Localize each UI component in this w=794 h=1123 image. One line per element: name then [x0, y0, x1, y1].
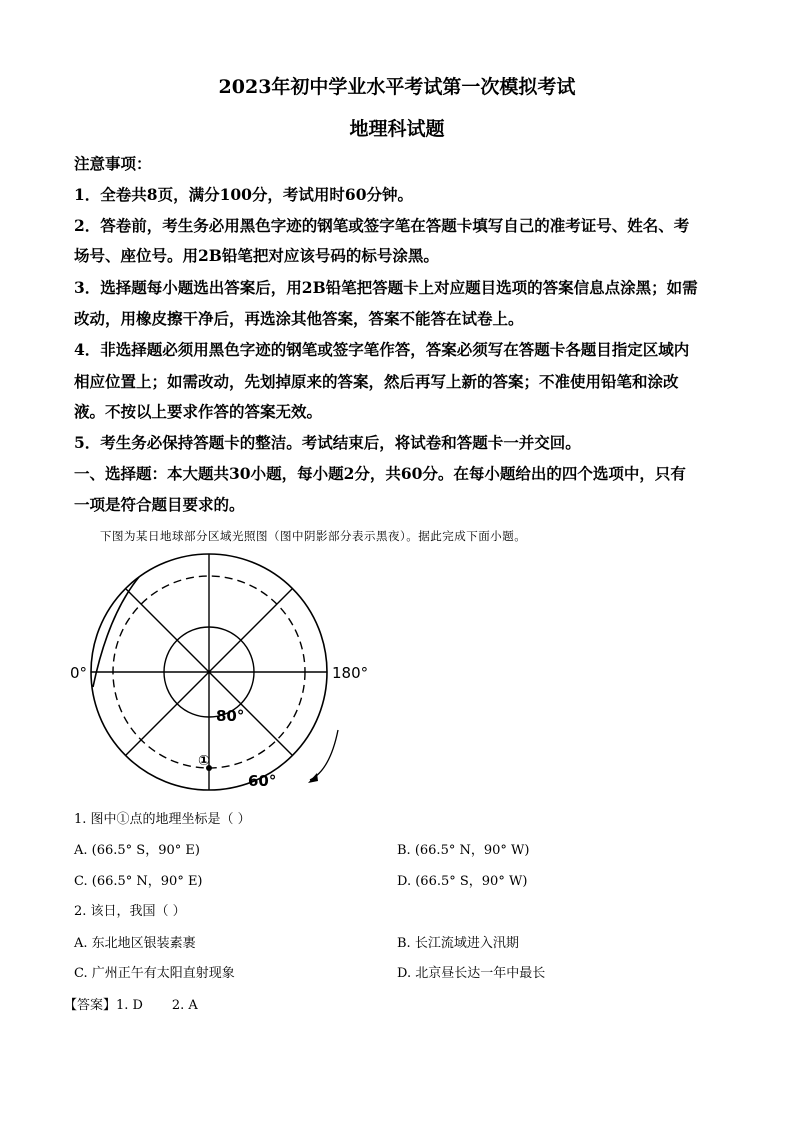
question-2-stem: 2. 该日，我国（ ） — [74, 904, 186, 919]
answer-text: 1. D 2. A — [116, 998, 198, 1013]
question-1-option-a: A. (66.5° S，90° E) — [74, 843, 200, 858]
arrowhead-icon — [308, 773, 318, 783]
notice-line: 场号、座位号。用2B铅笔把对应该号码的标号涂黑。 — [74, 246, 439, 265]
question-2-option-d: D. 北京昼长达一年中最长 — [397, 966, 546, 981]
question-1-option-b: B. (66.5° N，90° W) — [397, 843, 530, 858]
label-0-degree: 0° — [70, 664, 88, 682]
illumination-diagram — [60, 545, 380, 805]
notice-line: 4．非选择题必须用黑色字迹的钢笔或签字笔作答，答案必须写在答题卡各题目指定区域内 — [74, 340, 690, 359]
section-heading-cont: 一项是符合题目要求的。 — [74, 495, 245, 514]
notice-line: 5．考生务必保持答题卡的整洁。考试结束后，将试卷和答题卡一并交回。 — [74, 433, 581, 452]
terminator-line — [93, 577, 139, 687]
label-180-degree: 180° — [332, 664, 369, 682]
page-subtitle: 地理科试题 — [349, 118, 445, 140]
label-60-latitude: 60° — [248, 772, 277, 790]
question-1-option-d: D. (66.5° S，90° W) — [397, 874, 528, 889]
question-1-stem: 1. 图中①点的地理坐标是（ ） — [74, 812, 251, 827]
figure-intro: 下图为某日地球部分区域光照图（图中阴影部分表示黑夜）。据此完成下面小题。 — [100, 529, 527, 543]
notice-line: 液。不按以上要求作答的答案无效。 — [74, 402, 323, 421]
question-2-option-c: C. 广州正午有太阳直射现象 — [74, 966, 235, 981]
notice-line: 1．全卷共8页，满分100分，考试用时60分钟。 — [74, 185, 413, 204]
notice-line: 相应位置上；如需改动，先划掉原来的答案，然后再写上新的答案；不准使用铅笔和涂改 — [74, 372, 679, 391]
notice-line: 2．答卷前，考生务必用黑色字迹的钢笔或签字笔在答题卡填写自己的准考证号、姓名、考 — [74, 216, 690, 235]
notice-line: 改动，用橡皮擦干净后，再选涂其他答案，答案不能答在试卷上。 — [74, 309, 524, 328]
answer-tag: 【答案】 — [64, 998, 117, 1013]
question-1-option-c: C. (66.5° N，90° E) — [74, 874, 203, 889]
rotation-arrow-icon — [310, 730, 338, 780]
answer-line — [64, 994, 198, 1013]
notice-heading: 注意事项： — [74, 154, 152, 173]
label-80-latitude: 80° — [216, 707, 245, 725]
page-title: 2023年初中学业水平考试第一次模拟考试 — [218, 76, 576, 98]
question-2-option-b: B. 长江流域进入汛期 — [397, 936, 519, 951]
section-heading: 一、选择题：本大题共30小题，每小题2分，共60分。在每小题给出的四个选项中，只有 — [74, 464, 686, 483]
notice-line: 3．选择题每小题选出答案后，用2B铅笔把答题卡上对应题目选项的答案信息点涂黑；如需 — [74, 278, 698, 297]
point-marker-label: ① — [198, 753, 210, 769]
question-2-option-a: A. 东北地区银装素裹 — [74, 936, 196, 951]
